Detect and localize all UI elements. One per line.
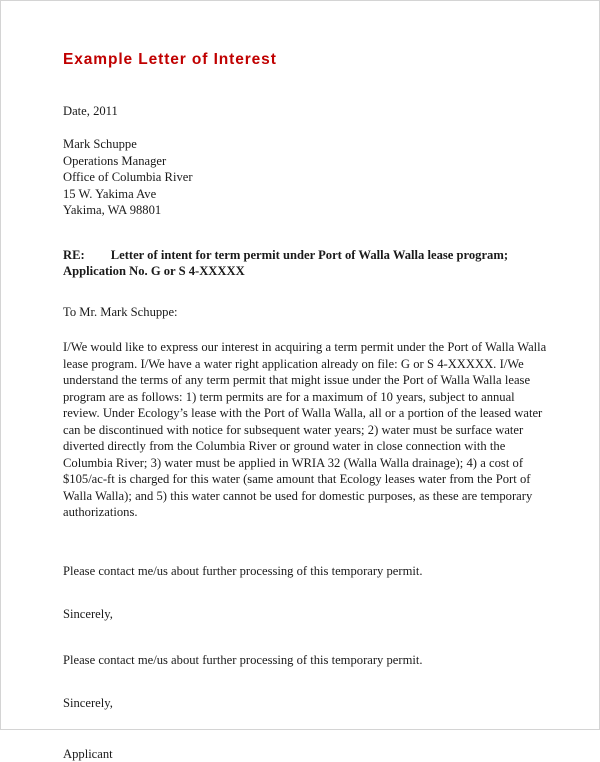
subject-label: RE: (63, 247, 85, 262)
document-body (63, 1, 549, 762)
signature-role: Applicant (63, 746, 113, 761)
page-title: Example Letter of Interest (63, 51, 277, 68)
recipient-city-state-zip: Yakima, WA 98801 (63, 203, 162, 218)
recipient-name: Mark Schuppe (63, 137, 137, 152)
closing-request-1: Please contact me/us about further processing of this temporary permit. (63, 563, 423, 578)
recipient-title: Operations Manager (63, 153, 167, 168)
recipient-organization: Office of Columbia River (63, 170, 193, 185)
recipient-street: 15 W. Yakima Ave (63, 186, 157, 201)
body-paragraph: I/We would like to express our interest in acquiring a term permit under the Port of Walla Walla lease program. I/We have a water right application already on file: G or S 4-XXXXX. I/We understand the terms of any term permit that might issue under the Port of Walla Walla lease program are as follows: 1) term permits are for a maximum of 10 years, subject to annual review. Under Ecology’s lease with the Port of Walla Walla, all or a portion of the leased water can be discontinued with notice for subsequent water years; 2) water must be surface water diverted directly from the Columbia River or ground water in close connection with the Columbia River; 3) water must be applied in WRIA 32 (Walla Walla drainage); 4) a cost of $105/ac-ft is charged for this water (same amount that Ecology leases water from the Port of Walla Walla); and 5) this water cannot be used for domestic purposes, as these are temporary authorizations. (63, 340, 547, 520)
subject-block (63, 247, 549, 280)
salutation: To Mr. Mark Schuppe: (63, 304, 178, 319)
subject-application-number: Application No. G or S 4-XXXXX (63, 264, 245, 279)
recipient-address-block (63, 136, 549, 219)
subject-line-1 (63, 247, 549, 264)
sign-off-1: Sincerely, (63, 607, 113, 622)
closing-request-2: Please contact me/us about further processing of this temporary permit. (63, 652, 423, 667)
sign-off-2: Sincerely, (63, 696, 113, 711)
date-line: Date, 2011 (63, 103, 118, 118)
subject-text: Letter of intent for term permit under Port of Walla Walla lease program; (110, 247, 509, 262)
